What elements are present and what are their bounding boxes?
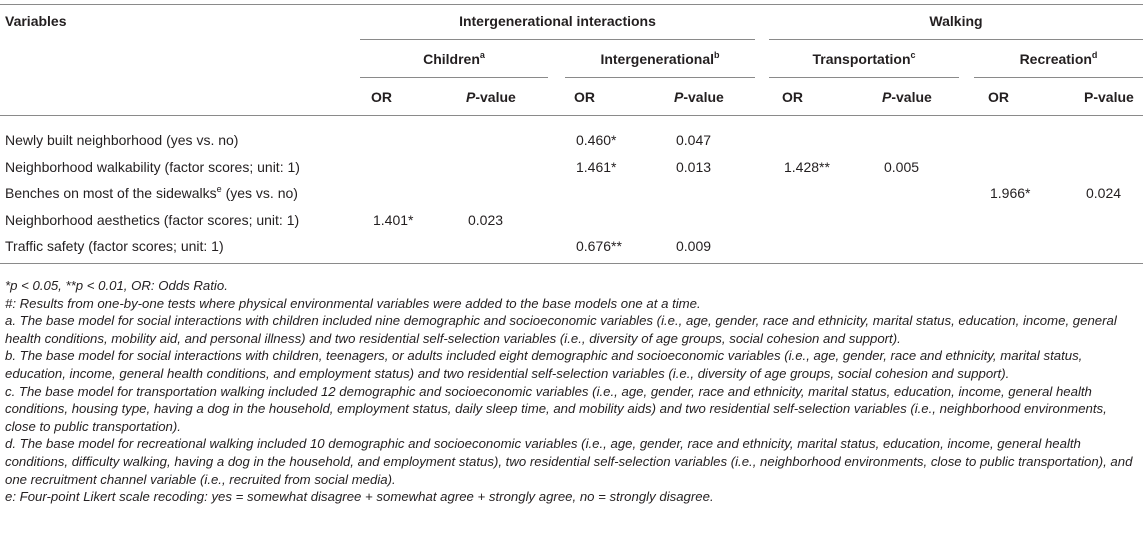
header-intergenerational-or: OR [574,89,595,105]
cell-intergenerational-or: 1.461* [576,159,617,175]
row-label: Newly built neighborhood (yes vs. no) [5,132,239,148]
footnote-hash: #: Results from one-by-one tests where physical environmental variables were added to the base models one at a time. [5,295,701,311]
header-variables: Variables [5,13,67,29]
cell-recreation-or: 1.966* [990,185,1031,201]
header-children-pvalue: P-value [466,89,516,105]
header-bottom-rule [0,115,1143,116]
cell-intergenerational-p: 0.009 [676,238,712,254]
cell-transportation-p: 0.005 [884,159,920,175]
footnote-c: c. The base model for transportation walking included 12 demographic and socioeconomic variables (i.e., age, gender, race and ethnicity, marital status, education, income, general health conditions, housing type, having a dog in the household, employment status, daily sleep time, and mobility aids) and two residential self-selection variables (i.e., neighborhood environments, close to public transportation). [5,383,1107,434]
group-rule-walking [769,39,1143,40]
header-transportation-pvalue: P-value [882,89,932,105]
row-label: Neighborhood walkability (factor scores; unit: 1) [5,159,300,175]
header-sub-recreation: Recreation$^d$ [1019,50,1098,67]
subgroup-rule-recreation [974,77,1143,78]
row-label: Neighborhood aesthetics (factor scores; unit: 1) [5,212,300,228]
cell-recreation-p: 0.024 [1086,185,1122,201]
footnote-d: d. The base model for recreational walking included 10 demographic and socioeconomic variables (i.e., age, gender, race and ethnicity, marital status, education, income, general health conditions, difficulty walking, having a dog in the household, and employment status), two residential self-selection variables (i.e., neighborhood environments, close to public transportation), and one recruitment channel variable (i.e., recruited from social media). [5,436,1133,487]
table-footnotes [5,277,1141,506]
header-sub-children: Children$^a$ [423,50,485,67]
footnote-a: a. The base model for social interactions with children included nine demographic and socioeconomic variables (i.e., age, gender, race and ethnicity, marital status, education, income, general health conditions, mobility aid, and personal illness) and two residential self-selection variables (i.e., diversity of age groups, social cohesion and support). [5,313,1117,346]
header-sub-intergenerational: Intergenerational$^b$ [600,50,720,67]
header-group-intergenerational: Intergenerational interactions [459,13,656,29]
top-rule [0,4,1143,5]
footnote-e: e: Four-point Likert scale recoding: yes = somewhat disagree + somewhat agree + strongly agree, no = strongly disagree. [5,489,714,505]
cell-intergenerational-p: 0.047 [676,132,712,148]
header-recreation-or: OR [988,89,1009,105]
cell-transportation-or: 1.428** [784,159,830,175]
header-children-or: OR [371,89,392,105]
cell-intergenerational-p: 0.013 [676,159,712,175]
subgroup-rule-intergenerational [565,77,755,78]
subgroup-rule-transportation [769,77,959,78]
row-label: Benches on most of the sidewalks$^e$ (yes vs. no) [5,184,298,201]
cell-intergenerational-or: 0.460* [576,132,617,148]
subgroup-rule-children [360,77,548,78]
cell-children-p: 0.023 [468,212,504,228]
header-group-walking: Walking [929,13,983,29]
footnote-significance: *p < 0.05, **p < 0.01, OR: Odds Ratio. [5,278,228,293]
group-rule-intergenerational [360,39,755,40]
cell-children-or: 1.401* [373,212,414,228]
header-transportation-or: OR [782,89,803,105]
footnote-b: b. The base model for social interactions with children, teenagers, or adults included eight demographic and socioeconomic variables (i.e., age, gender, race and ethnicity, marital status, education, income, general health conditions, and employment status) and two residential self-selection variables (i.e., diversity of age groups, social cohesion and support). [5,348,1083,381]
row-label: Traffic safety (factor scores; unit: 1) [5,238,224,254]
body-bottom-rule [0,263,1143,264]
header-sub-transportation: Transportation$^c$ [812,50,916,67]
header-intergenerational-pvalue: P-value [674,89,724,105]
header-recreation-pvalue: P-value [1084,89,1134,105]
cell-intergenerational-or: 0.676** [576,238,622,254]
